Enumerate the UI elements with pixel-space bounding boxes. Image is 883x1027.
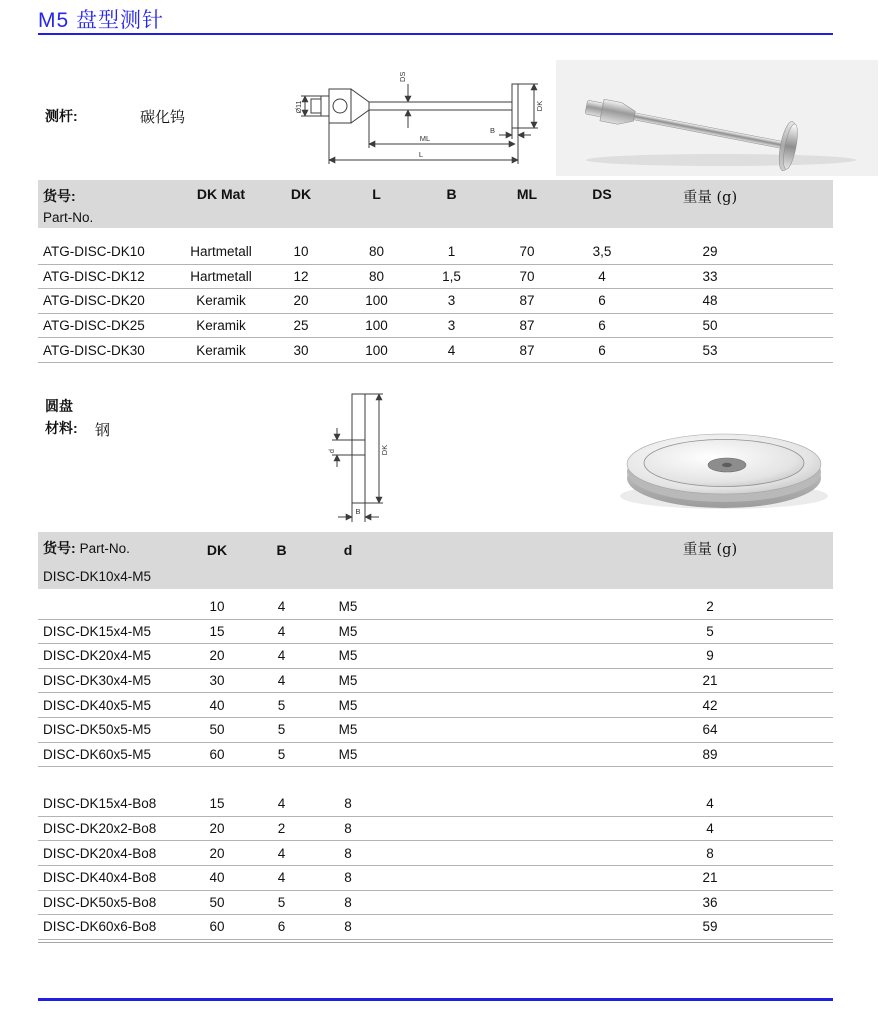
table-row xyxy=(38,264,833,289)
cell-b: 4 xyxy=(249,792,314,816)
cell-ml: 87 xyxy=(490,313,564,338)
dim-label-b: B xyxy=(355,507,361,516)
cell-dk: 25 xyxy=(262,313,340,338)
table-row xyxy=(38,289,833,314)
cell-spacer xyxy=(780,717,833,742)
title-underline xyxy=(38,33,833,35)
cell-part-no: DISC-DK60x6-Bo8 xyxy=(38,915,185,940)
cell-part-no xyxy=(38,595,185,619)
cell-part-no: ATG-DISC-DK10 xyxy=(38,240,180,264)
cell-spacer xyxy=(382,644,640,669)
col-header-part-cn: 货号: xyxy=(43,188,76,204)
cell-dk: 20 xyxy=(185,816,249,841)
cell-spacer xyxy=(780,865,833,890)
cell-part-no: DISC-DK20x4-M5 xyxy=(38,644,185,669)
cell-d: 8 xyxy=(314,915,382,940)
dim-label-b: B xyxy=(489,126,495,135)
cell-part-no-first: DISC-DK10x4-M5 xyxy=(43,569,152,584)
cell-weight: 89 xyxy=(640,742,780,767)
cell-spacer xyxy=(780,289,833,314)
col-header-d: d xyxy=(343,542,353,558)
cell-ds: 3,5 xyxy=(564,240,640,264)
col-header-part-en: Part-No. xyxy=(43,210,94,225)
stylus-table xyxy=(38,240,833,363)
dim-label-ds: DS xyxy=(398,71,407,82)
cell-spacer xyxy=(780,313,833,338)
cell-part-no: DISC-DK60x5-M5 xyxy=(38,742,185,767)
cell-dk: 10 xyxy=(262,240,340,264)
table-row xyxy=(38,644,833,669)
cell-d: M5 xyxy=(314,619,382,644)
table-row xyxy=(38,313,833,338)
disc-material-value: 钢 xyxy=(95,421,111,439)
col-header-b: B xyxy=(276,542,287,558)
cell-b: 1,5 xyxy=(413,264,490,289)
cell-b: 4 xyxy=(249,644,314,669)
cell-weight: 4 xyxy=(640,816,780,841)
cell-weight: 50 xyxy=(640,313,780,338)
cell-spacer xyxy=(780,240,833,264)
cell-spacer xyxy=(780,890,833,915)
cell-weight: 33 xyxy=(640,264,780,289)
cell-ds: 6 xyxy=(564,313,640,338)
cell-spacer xyxy=(780,841,833,866)
cell-weight: 29 xyxy=(640,240,780,264)
cell-dk: 10 xyxy=(185,595,249,619)
cell-dk: 20 xyxy=(262,289,340,314)
cell-part-no: DISC-DK15x4-Bo8 xyxy=(38,792,185,816)
col-header-ds: DS xyxy=(592,186,612,202)
cell-weight: 53 xyxy=(640,338,780,363)
table-row xyxy=(38,841,833,866)
cell-spacer xyxy=(382,865,640,890)
disc-table xyxy=(38,595,833,940)
cell-ml: 70 xyxy=(490,264,564,289)
cell-dk: 40 xyxy=(185,693,249,718)
cell-ds: 6 xyxy=(564,338,640,363)
cell-weight: 64 xyxy=(640,717,780,742)
cell-dk: 30 xyxy=(262,338,340,363)
cell-b: 5 xyxy=(249,717,314,742)
table-row xyxy=(38,816,833,841)
col-header-part-cn: 货号: xyxy=(43,540,76,556)
table-row xyxy=(38,240,833,264)
cell-weight: 21 xyxy=(640,865,780,890)
cell-dk: 40 xyxy=(185,865,249,890)
cell-b: 1 xyxy=(413,240,490,264)
disc-table-header xyxy=(38,532,833,589)
cell-b: 5 xyxy=(249,890,314,915)
cell-part-no: DISC-DK20x4-Bo8 xyxy=(38,841,185,866)
col-header-spacer xyxy=(780,532,833,589)
cell-spacer xyxy=(780,915,833,940)
cell-dk: 15 xyxy=(185,792,249,816)
stylus-material-value: 碳化钨 xyxy=(140,108,186,126)
cell-dk: 20 xyxy=(185,841,249,866)
cell-spacer xyxy=(382,915,640,940)
cell-spacer xyxy=(780,644,833,669)
cell-l: 100 xyxy=(340,289,413,314)
dim-label-ml: ML xyxy=(419,134,431,143)
table-row xyxy=(38,717,833,742)
cell-spacer xyxy=(382,595,640,619)
cell-ml: 70 xyxy=(490,240,564,264)
table-row xyxy=(38,668,833,693)
cell-b: 5 xyxy=(249,693,314,718)
cell-weight: 36 xyxy=(640,890,780,915)
cell-part-no: ATG-DISC-DK12 xyxy=(38,264,180,289)
cell-part-no: ATG-DISC-DK25 xyxy=(38,313,180,338)
cell-spacer xyxy=(780,816,833,841)
cell-gap xyxy=(38,767,833,793)
table-row xyxy=(38,865,833,890)
disc-photo xyxy=(596,392,851,527)
cell-part-no: DISC-DK50x5-Bo8 xyxy=(38,890,185,915)
stylus-photo xyxy=(556,60,878,176)
cell-spacer xyxy=(780,264,833,289)
cell-spacer xyxy=(780,338,833,363)
cell-dk: 15 xyxy=(185,619,249,644)
dim-label-l: L xyxy=(418,150,424,159)
cell-spacer xyxy=(382,619,640,644)
cell-l: 80 xyxy=(340,264,413,289)
cell-spacer xyxy=(780,619,833,644)
cell-d: 8 xyxy=(314,816,382,841)
cell-d: 8 xyxy=(314,890,382,915)
cell-dk-mat: Keramik xyxy=(180,338,262,363)
cell-spacer xyxy=(780,668,833,693)
col-header-b: B xyxy=(446,186,457,202)
cell-part-no: DISC-DK15x4-M5 xyxy=(38,619,185,644)
cell-weight: 2 xyxy=(640,595,780,619)
col-header-part-en: Part-No. xyxy=(79,541,130,556)
col-header-dk-mat: DK Mat xyxy=(196,186,246,202)
col-header-dk: DK xyxy=(206,542,228,558)
cell-l: 100 xyxy=(340,338,413,363)
cell-weight: 59 xyxy=(640,915,780,940)
cell-part-no: DISC-DK30x4-M5 xyxy=(38,668,185,693)
cell-l: 100 xyxy=(340,313,413,338)
cell-ds: 4 xyxy=(564,264,640,289)
col-header-spacer xyxy=(382,532,640,589)
table-row xyxy=(38,890,833,915)
col-header-ml: ML xyxy=(516,186,538,202)
cell-part-no: ATG-DISC-DK20 xyxy=(38,289,180,314)
cell-spacer xyxy=(780,742,833,767)
cell-part-no: DISC-DK40x5-M5 xyxy=(38,693,185,718)
cell-b: 6 xyxy=(249,915,314,940)
cell-dk: 60 xyxy=(185,915,249,940)
cell-dk-mat: Hartmetall xyxy=(180,264,262,289)
disc-section-label: 圆盘 xyxy=(45,398,73,414)
cell-d: 8 xyxy=(314,865,382,890)
cell-d: M5 xyxy=(314,742,382,767)
cell-weight: 21 xyxy=(640,668,780,693)
cell-b: 4 xyxy=(249,595,314,619)
table-row xyxy=(38,915,833,940)
table-row xyxy=(38,742,833,767)
table-row xyxy=(38,595,833,619)
cell-b: 4 xyxy=(249,865,314,890)
cell-dk: 20 xyxy=(185,644,249,669)
cell-dk-mat: Keramik xyxy=(180,289,262,314)
cell-spacer xyxy=(780,693,833,718)
stylus-section-label: 测杆: xyxy=(45,108,78,124)
cell-l: 80 xyxy=(340,240,413,264)
dim-label-d: d xyxy=(329,449,336,453)
dim-label-dk: DK xyxy=(380,444,389,456)
cell-d: 8 xyxy=(314,792,382,816)
col-header-weight: 重量 (g) xyxy=(682,190,738,206)
col-header-weight: 重量 (g) xyxy=(682,542,738,558)
cell-spacer xyxy=(382,668,640,693)
cell-b: 4 xyxy=(413,338,490,363)
col-header-part-no xyxy=(38,180,180,228)
cell-dk-mat: Hartmetall xyxy=(180,240,262,264)
cell-b: 4 xyxy=(249,841,314,866)
cell-weight: 8 xyxy=(640,841,780,866)
cell-d: M5 xyxy=(314,644,382,669)
cell-dk: 60 xyxy=(185,742,249,767)
col-header-dk: DK xyxy=(290,186,312,202)
cell-ml: 87 xyxy=(490,338,564,363)
table-row xyxy=(38,792,833,816)
cell-d: M5 xyxy=(314,717,382,742)
page-bottom-rule xyxy=(38,998,833,1001)
cell-part-no: ATG-DISC-DK30 xyxy=(38,338,180,363)
cell-d: M5 xyxy=(314,595,382,619)
cell-ds: 6 xyxy=(564,289,640,314)
cell-spacer xyxy=(382,792,640,816)
cell-spacer xyxy=(382,693,640,718)
table-bottom-divider xyxy=(38,942,833,943)
cell-weight: 48 xyxy=(640,289,780,314)
cell-dk: 12 xyxy=(262,264,340,289)
cell-d: M5 xyxy=(314,668,382,693)
dim-label-diameter: Ø11 xyxy=(296,100,303,114)
cell-b: 3 xyxy=(413,313,490,338)
stylus-table-header xyxy=(38,180,833,228)
cell-weight: 42 xyxy=(640,693,780,718)
cell-dk-mat: Keramik xyxy=(180,313,262,338)
cell-spacer xyxy=(382,890,640,915)
stylus-technical-drawing xyxy=(295,60,545,168)
table-row xyxy=(38,693,833,718)
cell-dk: 50 xyxy=(185,717,249,742)
cell-b: 4 xyxy=(249,668,314,693)
cell-part-no: DISC-DK40x4-Bo8 xyxy=(38,865,185,890)
cell-b: 5 xyxy=(249,742,314,767)
cell-weight: 5 xyxy=(640,619,780,644)
col-header-spacer xyxy=(780,180,833,228)
cell-ml: 87 xyxy=(490,289,564,314)
cell-spacer xyxy=(382,742,640,767)
cell-weight: 9 xyxy=(640,644,780,669)
table-row xyxy=(38,338,833,363)
cell-part-no: DISC-DK20x2-Bo8 xyxy=(38,816,185,841)
page-title: M5 盘型测针 xyxy=(38,9,165,32)
cell-spacer xyxy=(780,595,833,619)
cell-b: 4 xyxy=(249,619,314,644)
cell-spacer xyxy=(382,717,640,742)
table-row xyxy=(38,619,833,644)
cell-d: M5 xyxy=(314,693,382,718)
dim-label-dk: DK xyxy=(535,100,544,112)
cell-part-no: DISC-DK50x5-M5 xyxy=(38,717,185,742)
cell-d: 8 xyxy=(314,841,382,866)
disc-material-label: 材料: xyxy=(45,420,78,436)
cell-spacer xyxy=(780,792,833,816)
col-header-l: L xyxy=(372,186,381,202)
cell-spacer xyxy=(382,816,640,841)
cell-weight: 4 xyxy=(640,792,780,816)
cell-b: 2 xyxy=(249,816,314,841)
cell-dk: 30 xyxy=(185,668,249,693)
cell-spacer xyxy=(382,841,640,866)
cell-b: 3 xyxy=(413,289,490,314)
disc-technical-drawing xyxy=(325,386,440,526)
table-group-gap xyxy=(38,767,833,793)
cell-dk: 50 xyxy=(185,890,249,915)
